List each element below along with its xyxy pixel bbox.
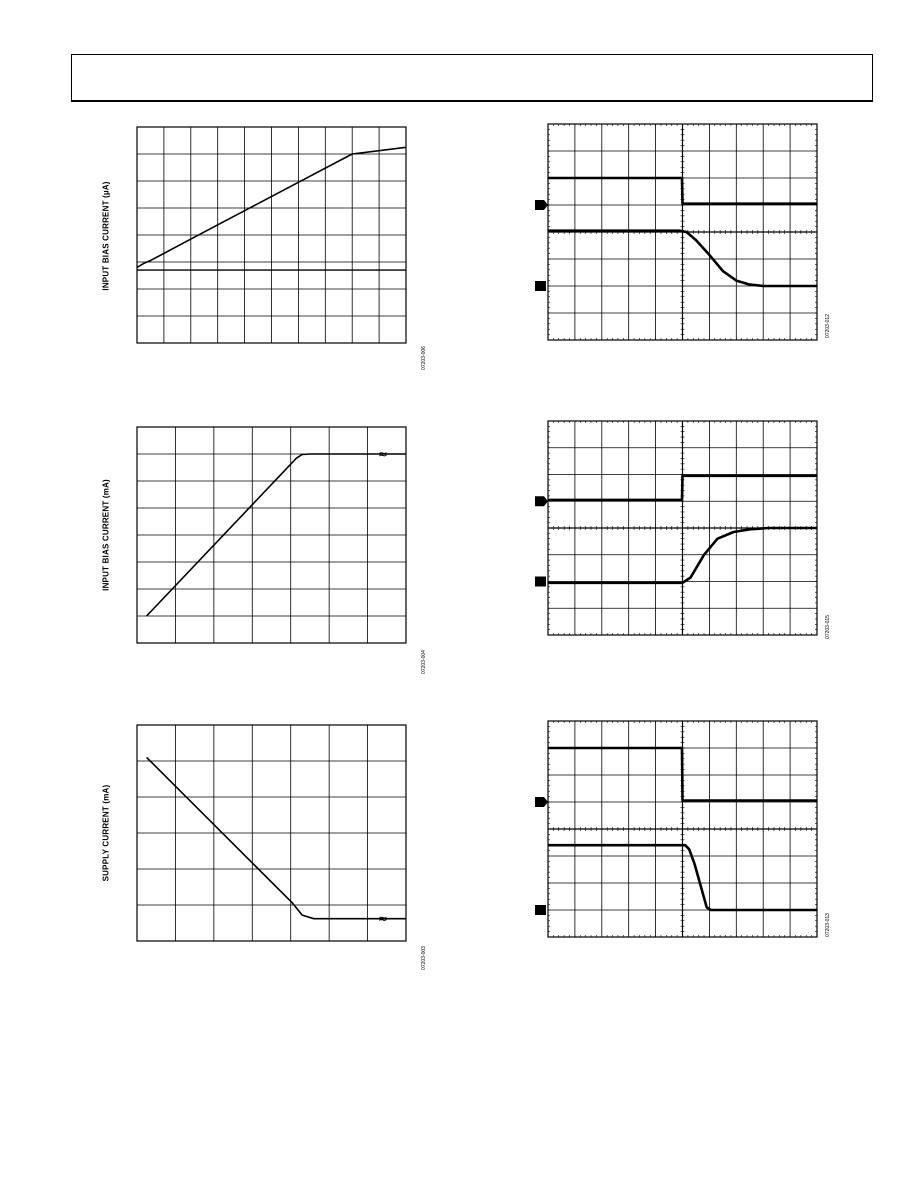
scope-a-ch2-marker [535, 281, 546, 291]
scope-b-fig-id: 07203-015 [825, 615, 831, 639]
plot-b-break-symbol: ≈ [377, 447, 388, 461]
plot-c-series-1 [147, 757, 406, 918]
plot-b-fig-id: 07203-004 [421, 650, 427, 674]
scope-c-fig-id: 07203-013 [825, 913, 831, 937]
scope-a-series-1 [548, 178, 817, 204]
scope-c-ch1-marker [535, 797, 548, 807]
plot-a-fig-id: 07203-006 [421, 346, 427, 370]
scope-c-series-1 [548, 748, 817, 801]
scope-b-series-1 [548, 476, 817, 500]
scope-b-chart [535, 421, 817, 635]
plot-c-chart [137, 725, 406, 941]
scope-b-ch1-marker [535, 496, 548, 506]
scope-c-ch2-marker [535, 905, 546, 915]
plot-a-ylabel: INPUT BIAS CURRENT (µA) [101, 181, 111, 291]
plot-b-chart [137, 427, 406, 643]
scope-b-ch2-marker [535, 577, 546, 587]
plot-c-ylabel: SUPPLY CURRENT (mA) [101, 784, 111, 882]
scope-a-fig-id: 07203-012 [825, 314, 831, 338]
plot-b-ylabel: INPUT BIAS CURRENT (mA) [101, 479, 111, 591]
plot-c-break-symbol: ≈ [377, 911, 388, 926]
scope-c-chart [535, 721, 817, 937]
plot-c-fig-id: 07203-003 [421, 946, 427, 970]
plot-a-chart [137, 127, 406, 343]
scope-a-chart [535, 124, 817, 340]
scope-a-ch1-marker [535, 200, 548, 210]
